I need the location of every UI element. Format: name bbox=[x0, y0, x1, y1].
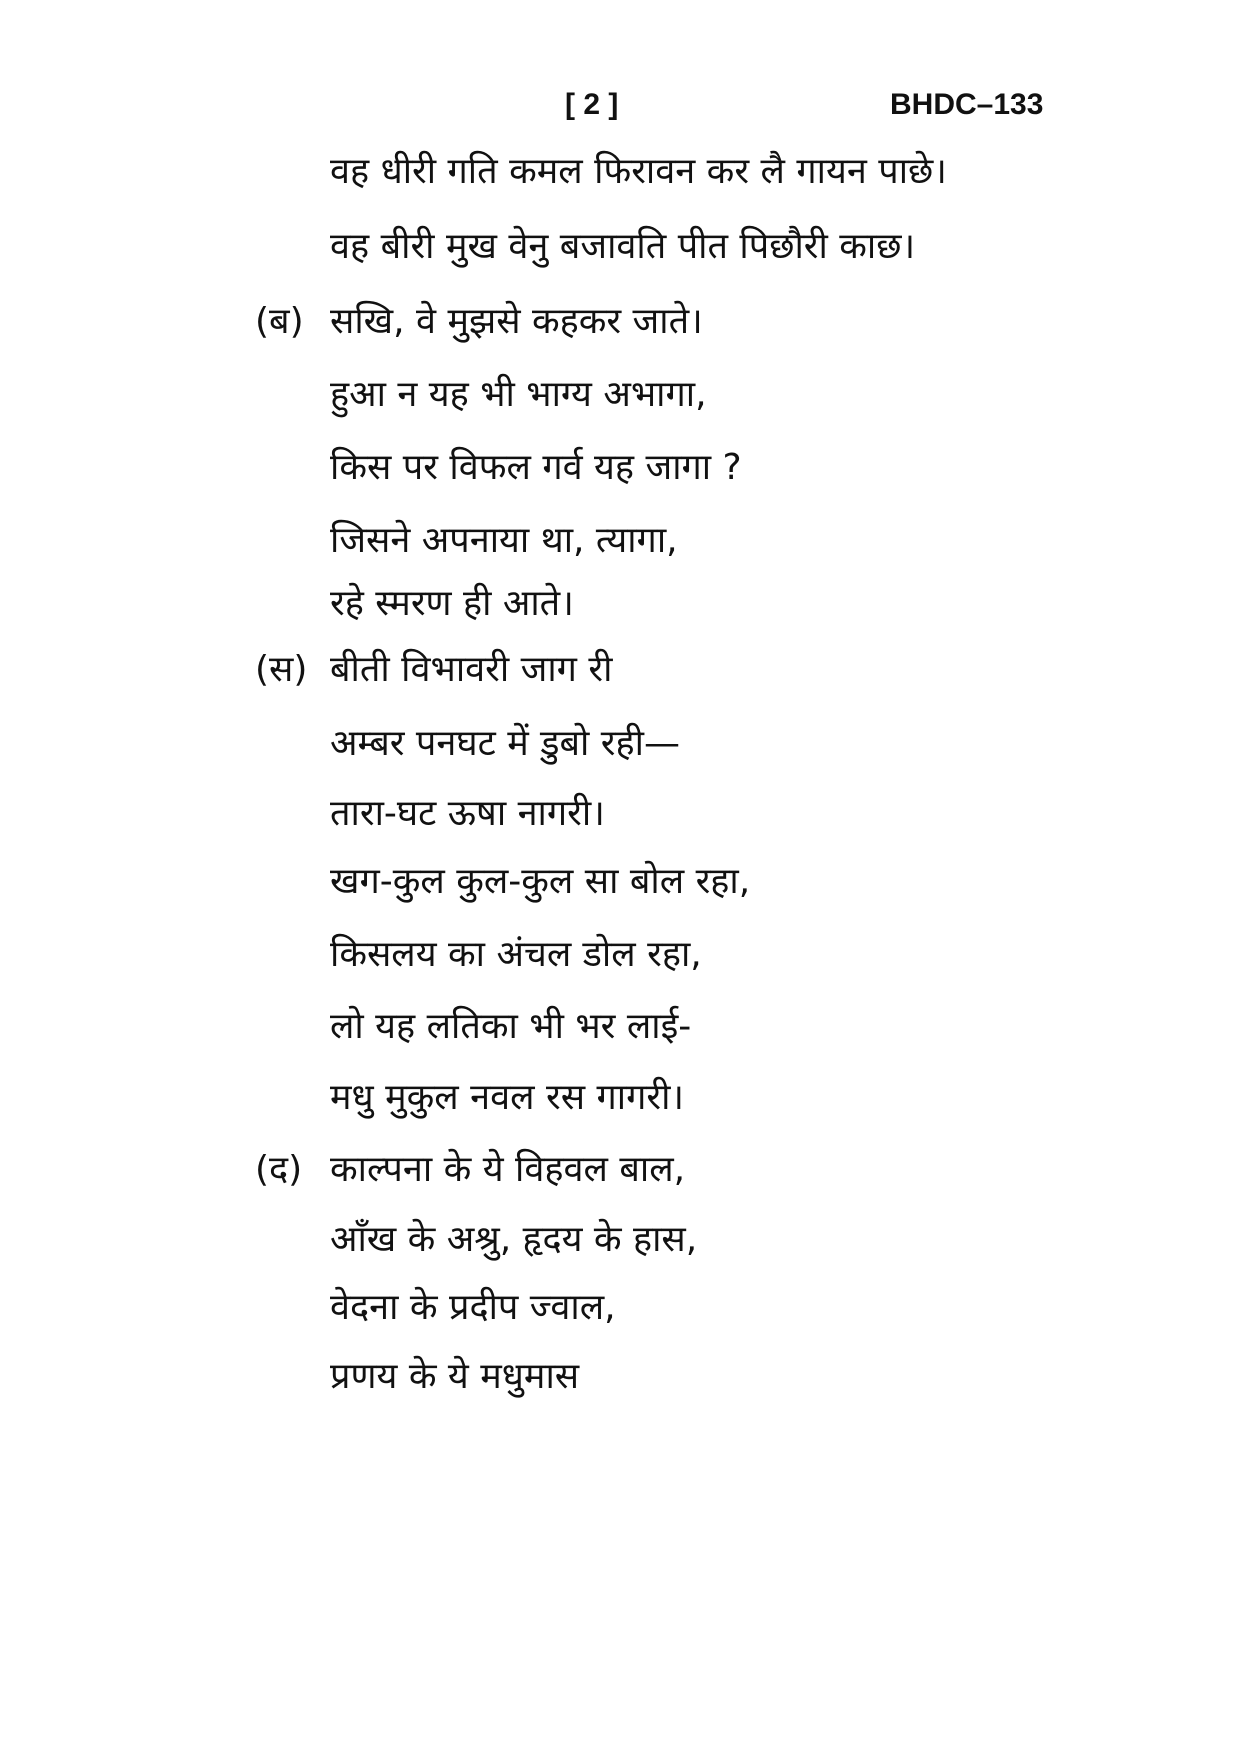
poem-line: हुआ न यह भी भाग्य अभागा, bbox=[330, 374, 707, 415]
poem-line: बीती विभावरी जाग री bbox=[330, 649, 613, 690]
poem-line: सखि, वे मुझसे कहकर जाते। bbox=[330, 301, 703, 342]
section-marker-b: (ब) bbox=[255, 301, 304, 342]
poem-line: किस पर विफल गर्व यह जागा ? bbox=[330, 447, 742, 488]
page-number: [ 2 ] bbox=[565, 88, 619, 121]
poem-line: वेदना के प्रदीप ज्वाल, bbox=[330, 1287, 616, 1328]
section-marker-d: (द) bbox=[255, 1149, 303, 1190]
poem-line: खग-कुल कुल-कुल सा बोल रहा, bbox=[330, 861, 751, 902]
poem-line: लो यह लतिका भी भर लाई- bbox=[330, 1006, 692, 1047]
poem-line: रहे स्मरण ही आते। bbox=[330, 583, 574, 624]
paper-code: BHDC–133 bbox=[890, 88, 1044, 121]
poem-line: मधु मुकुल नवल रस गागरी। bbox=[330, 1077, 685, 1118]
poem-line: अम्बर पनघट में डुबो रही— bbox=[330, 723, 680, 764]
poem-line: प्रणय के ये मधुमास bbox=[330, 1356, 580, 1397]
poem-line: तारा-घट ऊषा नागरी। bbox=[330, 793, 605, 834]
poem-line: किसलय का अंचल डोल रहा, bbox=[330, 934, 702, 975]
poem-line: आँख के अश्रु, हृदय के हास, bbox=[330, 1219, 698, 1260]
poem-line: जिसने अपनाया था, त्यागा, bbox=[330, 520, 678, 561]
poem-line: वह धीरी गति कमल फिरावन कर लै गायन पाछे। bbox=[330, 151, 947, 192]
poem-line: वह बीरी मुख वेनु बजावति पीत पिछौरी काछ। bbox=[330, 226, 916, 267]
poem-line: काल्पना के ये विहवल बाल, bbox=[330, 1149, 686, 1190]
section-marker-s: (स) bbox=[255, 649, 308, 690]
